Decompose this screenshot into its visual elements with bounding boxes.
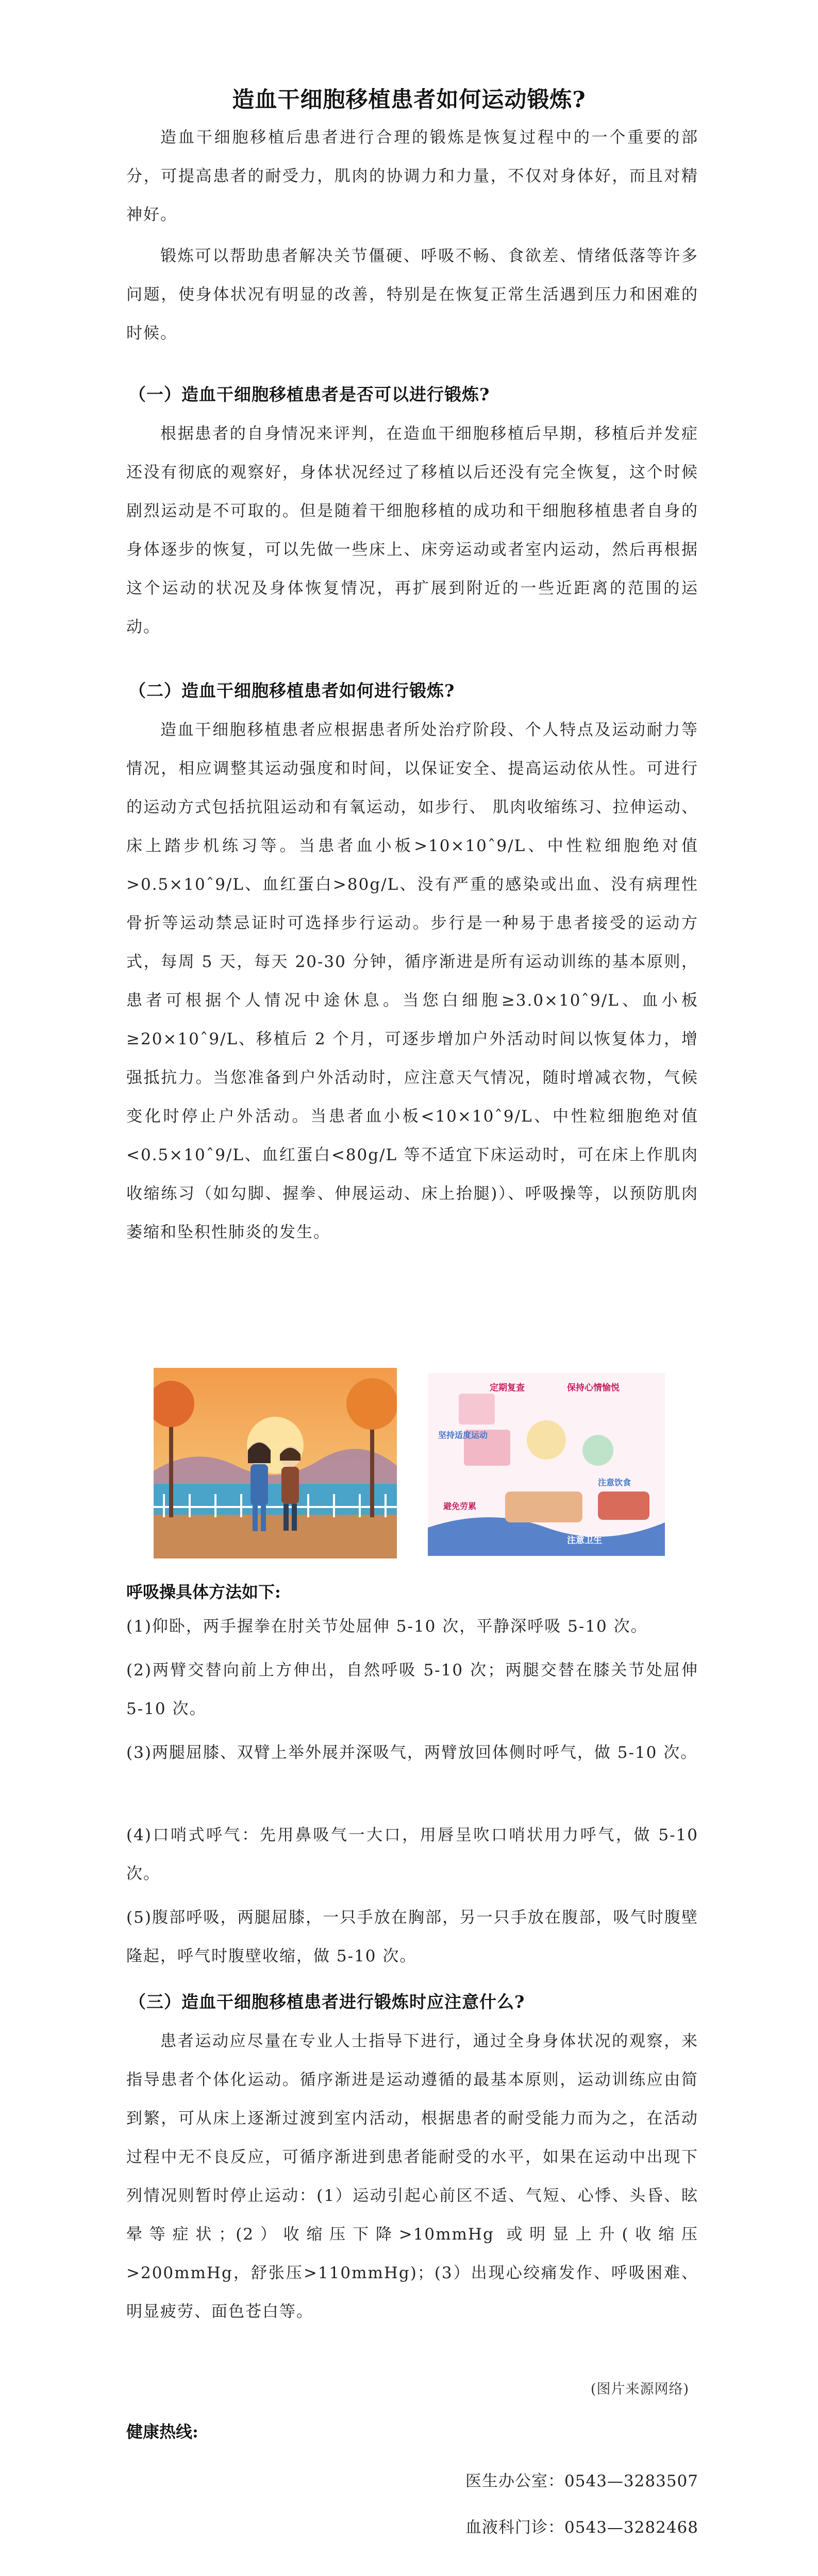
breathing-step-1: (1)仰卧，两手握拳在肘关节处屈伸 5-10 次，平静深呼吸 5-10 次。 (126, 1617, 648, 1636)
breathing-step-5: (5)腹部呼吸，两腿屈膝，一只手放在胸部，另一只手放在腹部，吸气时腹壁隆起，呼气时腹壁收缩，做 5-10 次。 (126, 1908, 698, 1965)
intro-paragraph-1: 造血干细胞移植后患者进行合理的锻炼是恢复过程中的一个重要的部分，可提高患者的耐受力，肌肉的协调力和力量，不仅对身体好，而且对精神好。 (126, 128, 698, 224)
section-3-body: 患者运动应尽量在专业人士指导下进行，通过全身身体状况的观察，来指导患者个体化运动。循序渐进是运动遵循的最基本原则，运动训练应由简到繁，可从床上逐渐过渡到室内活动，根据患者的耐受能力而为之，在活动过程中无不良反应，可循序渐进到患者能耐受的水平，如果在运动中出现下列情况则暂时停止运动：(1）运动引起心前区不适、气短、心悸、头昏、眩晕等症状；(2）收缩压下降>10mmHg 或明显上升(收缩压>200mmHg，舒张压>110mmHg)；(3）出现心绞痛发作、呼吸困难、明显疲劳、面色苍白等。 (126, 2032, 698, 2321)
couple-walking-image (154, 1368, 397, 1558)
illustration-couple-walking (154, 1368, 397, 1558)
breathing-step-3: (3)两腿屈膝、双臂上举外展并深吸气，两臂放回体侧时呼气，做 5-10 次。 (126, 1743, 698, 1762)
poster-label-mood: 保持心情愉悦 (567, 1383, 620, 1393)
illustration-health-poster (428, 1373, 665, 1556)
section-2-heading: （二）造血干细胞移植患者如何进行锻炼? (129, 681, 455, 701)
poster-label-checkup: 定期复查 (490, 1383, 525, 1393)
poster-label-diet: 注意饮食 (598, 1478, 631, 1487)
breathing-step-4: (4)口哨式呼气：先用鼻吸气一大口，用唇呈吹口哨状用力呼气，做 5-10 次。 (126, 1826, 698, 1883)
image-credit: (图片来源网络) (590, 2381, 689, 2397)
section-3-heading: （三）造血干细胞移植患者进行锻炼时应注意什么? (129, 1992, 525, 2012)
section-2-body: 造血干细胞移植患者应根据患者所处治疗阶段、个人特点及运动耐力等情况，相应调整其运动强度和时间，以保证安全、提高运动依从性。可进行的运动方式包括抗阻运动和有氧运动，如步行、 肌肉收缩练习、拉伸运动、床上踏步机练习等。当患者血小板>10×10ˆ9/L、中性粒细胞绝对值>0.5×10ˆ9/L、血红蛋白>80g/L、没有严重的感染或出血、没有病理性骨折等运动禁忌证时可选择步行运动。步行是一种易于患者接受的运动方式，每周 5 天，每天 20-30 分钟，循序渐进是所有运动训练的基本原则，患者可根据个人情况中途休息。当您白细胞≥3.0×10ˆ9/L、血小板≥20×10ˆ9/L、移植后 2 个月，可逐步增加户外活动时间以恢复体力，增强抵抗力。当您准备到户外活动时，应注意天气情况，随时增减衣物，气候变化时停止户外活动。当患者血小板<10×10ˆ9/L、中性粒细胞绝对值<0.5×10ˆ9/L、血红蛋白<80g/L 等不适宜下床运动时，可在床上作肌肉收缩练习（如勾脚、握拳、伸展运动、床上抬腿)）、呼吸操等，以预防肌肉萎缩和坠积性肺炎的发生。 (126, 721, 698, 1242)
section-1-heading: （一）造血干细胞移植患者是否可以进行锻炼? (129, 384, 490, 404)
poster-label-exercise: 坚持适度运动 (438, 1430, 488, 1440)
poster-label-hygiene: 注意卫生 (567, 1535, 602, 1546)
article-title: 造血干细胞移植患者如何运动锻炼? (232, 87, 586, 113)
poster-label-rest: 避免劳累 (443, 1501, 477, 1511)
health-poster-image (428, 1373, 665, 1556)
breathing-step-2: (2)两臂交替向前上方伸出，自然呼吸 5-10 次；两腿交替在膝关节处屈伸 5-10 次。 (126, 1661, 698, 1718)
doctor-office-phone: 医生办公室：0543—3283507 (465, 2472, 698, 2490)
hematology-clinic-phone: 血液科门诊：0543—3282468 (465, 2518, 698, 2537)
hotline-label: 健康热线: (126, 2422, 198, 2442)
breathing-heading: 呼吸操具体方法如下: (126, 1582, 281, 1602)
section-1-body: 根据患者的自身情况来评判，在造血干细胞移植后早期，移植后并发症还没有彻底的观察好，身体状况经过了移植以后还没有完全恢复，这个时候剧烈运动是不可取的。但是随着干细胞移植的成功和干细胞移植患者自身的身体逐步的恢复，可以先做一些床上、床旁运动或者室内运动，然后再根据这个运动的状况及身体恢复情况，再扩展到附近的一些近距离的范围的运动。 (126, 425, 698, 636)
intro-paragraph-2: 锻炼可以帮助患者解决关节僵硬、呼吸不畅、食欲差、情绪低落等许多问题，使身体状况有明显的改善，特别是在恢复正常生活遇到压力和困难的时候。 (126, 247, 698, 343)
